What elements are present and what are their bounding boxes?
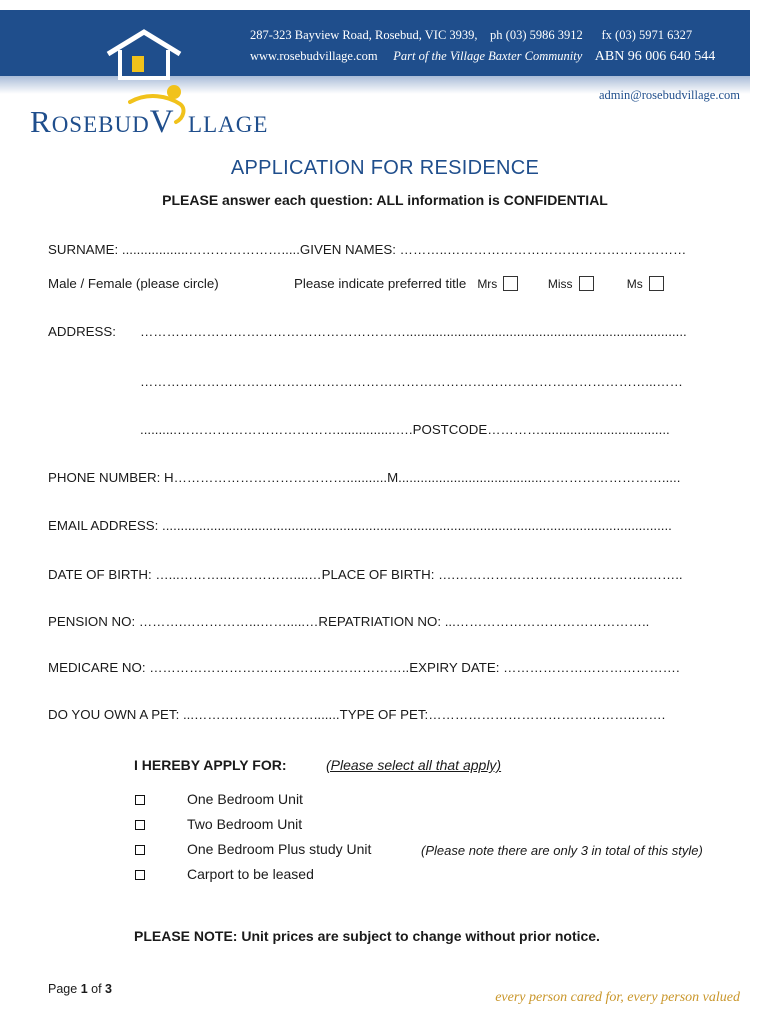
- title-ms-checkbox[interactable]: [649, 276, 664, 291]
- title-option-label: Mrs: [477, 277, 498, 291]
- page-indicator: [48, 982, 112, 996]
- page-current: 1: [80, 982, 88, 996]
- title-option-label: Ms: [626, 277, 643, 291]
- surname-given-names-field[interactable]: SURNAME: ..................………………….....GIVEN NAMES: ………..………………………………………………: [48, 242, 687, 257]
- option-checkbox-one-bedroom-study[interactable]: [135, 845, 145, 855]
- option-label: Carport to be leased: [187, 866, 314, 882]
- medicare-expiry-field[interactable]: MEDICARE NO: …………………………………………………..EXPIRY DATE: ………………………………….: [48, 660, 680, 675]
- house-logo-icon: [104, 28, 184, 80]
- apply-heading: I HEREBY APPLY FOR:: [134, 757, 287, 773]
- option-label: One Bedroom Plus study Unit: [187, 841, 372, 857]
- option-label: One Bedroom Unit: [187, 791, 303, 807]
- header-contact-line: [250, 28, 692, 43]
- header-phone: ph (03) 5986 3912: [490, 28, 583, 42]
- preferred-title-group: [294, 276, 664, 291]
- header-part-of: Part of the Village Baxter Community: [393, 49, 583, 63]
- pension-repatriation-field[interactable]: PENSION NO: ……….……………...…….....…REPATRIATION NO: ...……………………………………..: [48, 614, 650, 629]
- form-subtitle: PLEASE answer each question: ALL information is CONFIDENTIAL: [162, 192, 608, 208]
- price-change-note: PLEASE NOTE: Unit prices are subject to change without prior notice.: [134, 928, 600, 944]
- form-title: APPLICATION FOR RESIDENCE: [230, 157, 540, 179]
- logo-wordmark: ROSEBUDV LLAGE: [30, 104, 269, 140]
- page-total: 3: [105, 982, 112, 996]
- gender-field[interactable]: Male / Female (please circle): [48, 276, 219, 291]
- dob-birthplace-field[interactable]: DATE OF BIRTH: …...………..……………....…PLACE OF BIRTH: ….……………………………………..……..: [48, 567, 683, 582]
- option-availability-note: (Please note there are only 3 in total of this style): [421, 843, 703, 858]
- title-mrs-checkbox[interactable]: [503, 276, 518, 291]
- header-address: 287-323 Bayview Road, Rosebud, VIC 3939,: [250, 28, 478, 42]
- header-abn: ABN 96 006 640 544: [594, 49, 716, 64]
- page-prefix: Page: [48, 982, 78, 996]
- title-option-label: Miss: [547, 277, 573, 291]
- pet-field[interactable]: DO YOU OWN A PET: ...……………………….......TYPE OF PET:………………………………………..…….: [48, 707, 666, 722]
- address-line-2[interactable]: ……………………………………………………………………………………………………...……: [140, 374, 683, 389]
- option-checkbox-carport[interactable]: [135, 870, 145, 880]
- phone-number-field[interactable]: PHONE NUMBER: H…………………………………...........M.......................................……………………….....: [48, 470, 681, 485]
- address-postcode-line[interactable]: ..........………………………………................….POSTCODE…………...................................: [140, 422, 670, 437]
- header-email[interactable]: admin@rosebudvillage.com: [599, 88, 740, 102]
- page-of: of: [91, 982, 102, 996]
- option-label: Two Bedroom Unit: [187, 816, 303, 832]
- option-checkbox-two-bedroom[interactable]: [135, 820, 145, 830]
- option-checkbox-one-bedroom[interactable]: [135, 795, 145, 805]
- header-fax: fx (03) 5971 6327: [601, 28, 693, 42]
- footer-tagline: every person cared for, every person valued: [495, 990, 740, 1005]
- email-address-field[interactable]: EMAIL ADDRESS: ..........................................................................................................................................: [48, 518, 672, 533]
- apply-instruction: (Please select all that apply): [326, 757, 502, 773]
- preferred-title-label: Please indicate preferred title: [294, 276, 467, 291]
- address-line-1[interactable]: ……………………………………………………............................................................................: [140, 324, 687, 339]
- title-miss-checkbox[interactable]: [579, 276, 594, 291]
- header-web-line: [250, 49, 715, 65]
- address-label: ADDRESS:: [48, 324, 116, 339]
- header-website[interactable]: www.rosebudvillage.com: [250, 49, 378, 63]
